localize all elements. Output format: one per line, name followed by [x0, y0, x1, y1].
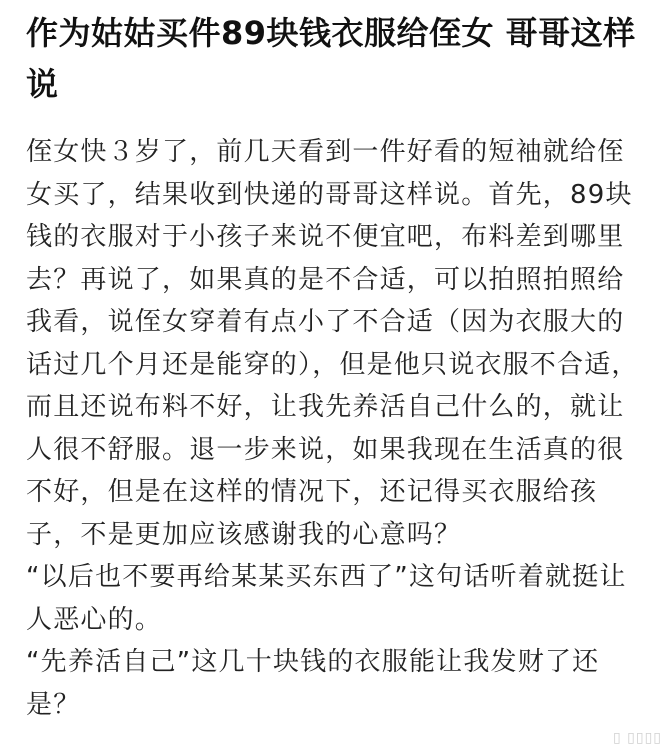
post-paragraph-quote-2: “先养活自己”这几十块钱的衣服能让我发财了还是？ [26, 647, 600, 720]
post-title: 作为姑姑买件89块钱衣服给侄女 哥哥这样说 [26, 14, 636, 103]
watermark-logo: ▯ ▯▯▯▯ [613, 730, 662, 746]
post-body [26, 131, 651, 726]
post-paragraph-main: 侄女快３岁了，前几天看到一件好看的短袖就给侄女买了，结果收到快递的哥哥这样说。首先，89块钱的衣服对于小孩子来说不便宜吧，布料差到哪里去？再说了，如果真的是不合适，可以拍照拍照给我看，说侄女穿着有点小了不合适（因为衣服大的话过几个月还是能穿的），但是他只说衣服不合适，而且还说布料不好，让我先养活自己什么的，就让人很不舒服。退一步来说，如果我现在生活真的很不好，但是在这样的情况下，还记得买衣服给孩子，不是更加应该感谢我的心意吗？ [26, 137, 639, 550]
post-container [26, 8, 651, 726]
post-paragraph-quote-1: “以后也不要再给某某买东西了”这句话听着就挺让人恶心的。 [26, 562, 627, 635]
